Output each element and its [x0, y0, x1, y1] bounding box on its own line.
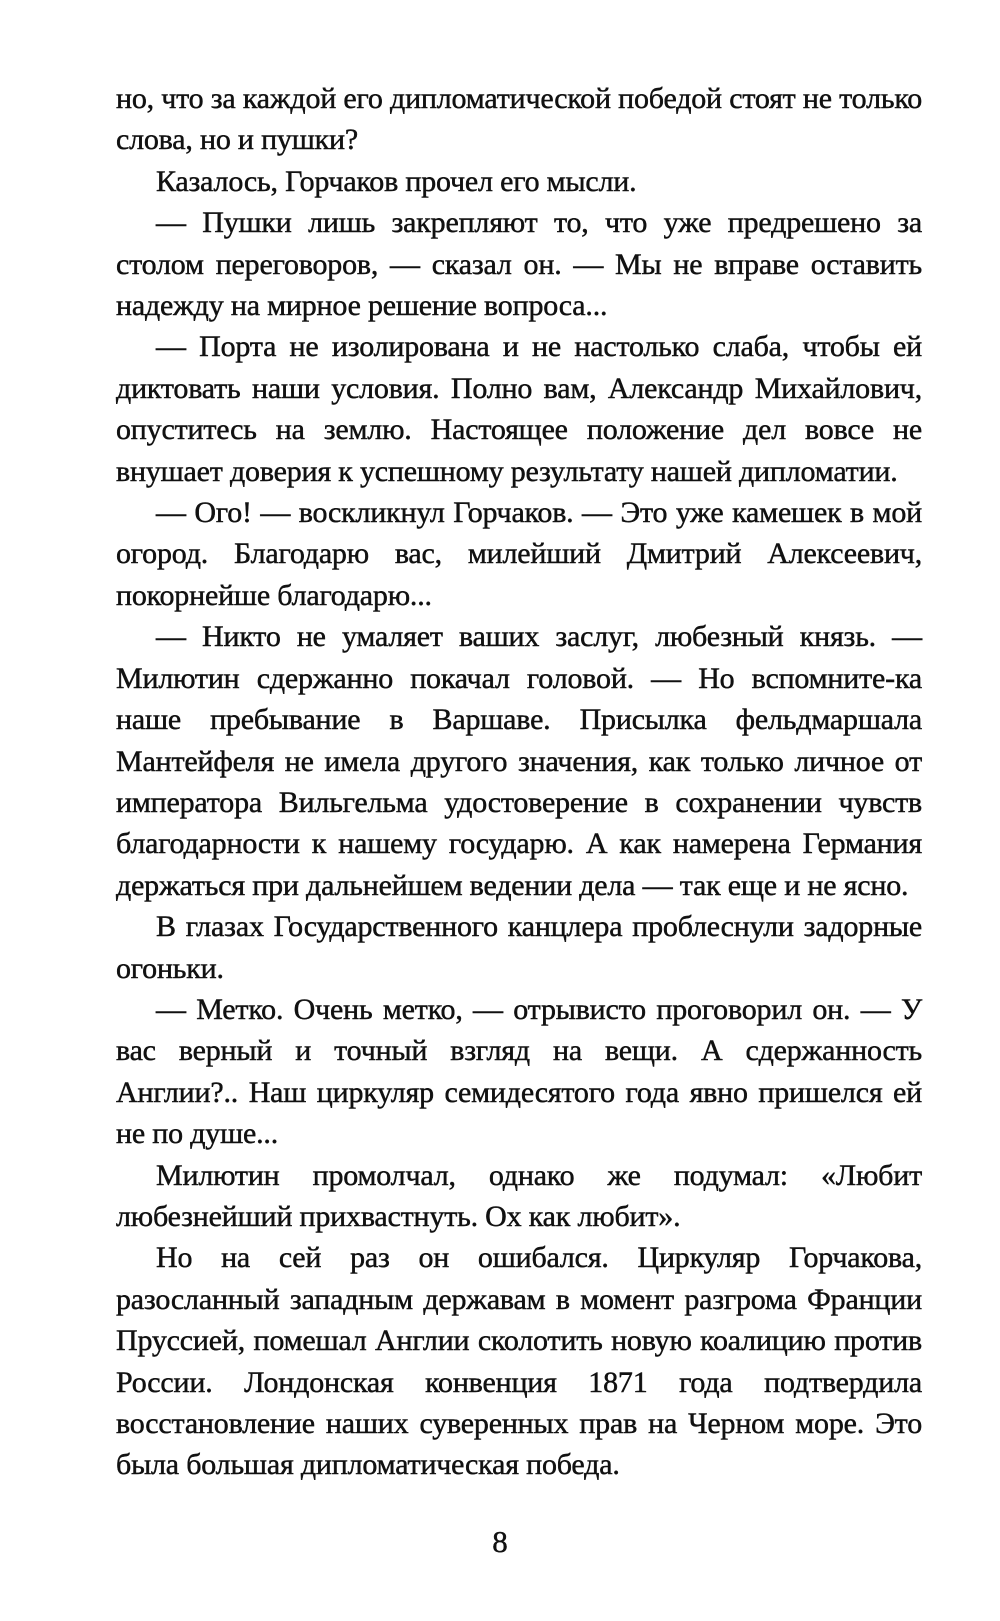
page-number: 8 — [492, 1524, 508, 1559]
paragraph-4: — Порта не изолирована и не настолько слаба, чтобы ей диктовать наши условия. Полно вам, Александр Михайлович, опуститесь на землю. Настоящее положение дел вовсе не внушает доверия к успешному результату нашей дипломатии. — [116, 330, 922, 488]
page-body-text — [116, 78, 922, 1486]
paragraph-7: В глазах Государственного канцлера проблеснули задорные огоньки. — [116, 910, 922, 985]
paragraph-1-continued: но, что за каждой его дипломатической победой стоят не только слова, но и пушки? — [116, 82, 922, 157]
paragraph-10: Но на сей раз он ошибался. Циркуляр Горчакова, разосланный западным державам в момент разгрома Франции Пруссией, помешал Англии сколотить новую коалицию против России. Лондонская конвенция 1871 года подтвердила восстановление наших суверенных прав на Черном море. Это была большая дипломатическая победа. — [116, 1241, 922, 1482]
paragraph-3: — Пушки лишь закрепляют то, что уже предрешено за столом переговоров, — сказал он. — Мы не вправе оставить надежду на мирное решение вопроса... — [116, 206, 922, 323]
paragraph-9: Милютин промолчал, однако же подумал: «Любит любезнейший прихвастнуть. Ох как любит». — [116, 1158, 922, 1233]
paragraph-6: — Никто не умаляет ваших заслуг, любезный князь. — Милютин сдержанно покачал головой. — Но вспомните-ка наше пребывание в Варшаве. Присылка фельдмаршала Мантейфеля не имела другого значения, как только личное от императора Вильгельма удостоверение в сохранении чувств благодарности к нашему государю. А как намерена Германия держаться при дальнейшем ведении дела — так еще и не ясно. — [116, 620, 922, 902]
paragraph-2: Казалось, Горчаков прочел его мысли. — [156, 164, 637, 198]
paragraph-8: — Метко. Очень метко, — отрывисто проговорил он. — У вас верный и точный взгляд на вещи. А сдержанность Англии?.. Наш циркуляр семидесятого года явно пришелся ей не по душе... — [116, 992, 922, 1151]
paragraph-5: — Ого! — воскликнул Горчаков. — Это уже камешек в мой огород. Благодарю вас, милейший Дмитрий Алексеевич, покорнейше благодарю... — [116, 496, 922, 612]
